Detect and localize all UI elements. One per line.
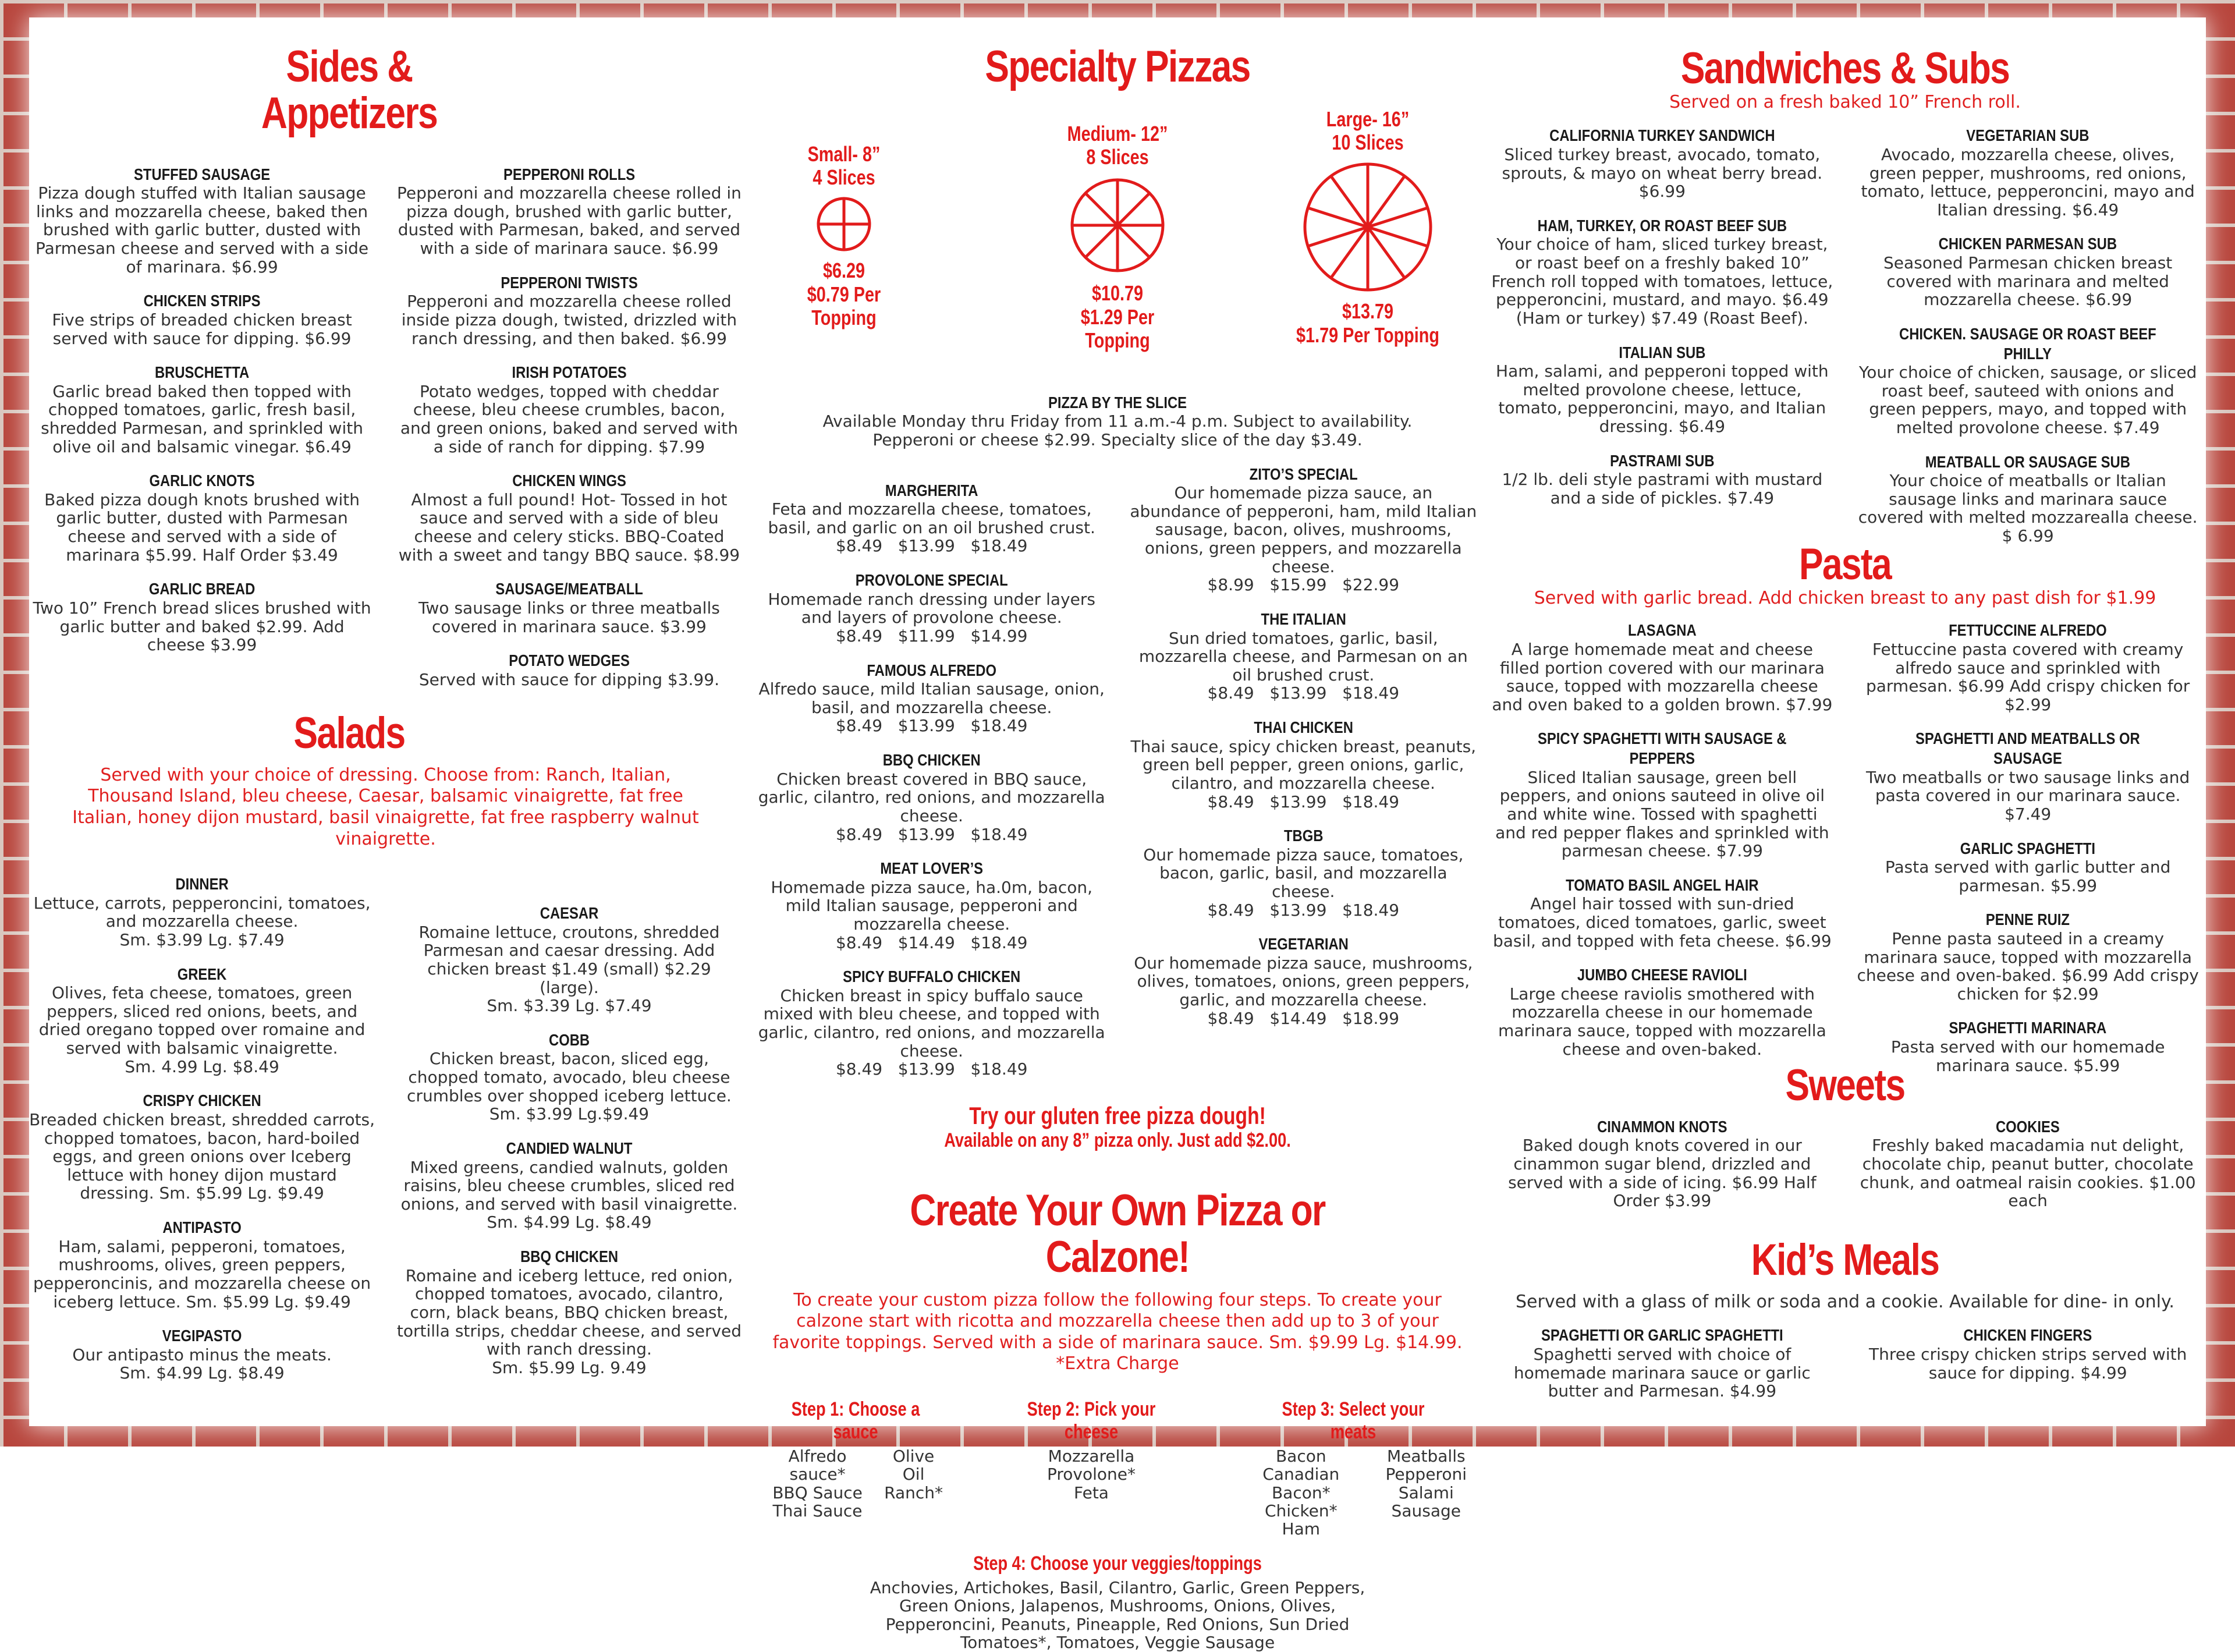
item-name: BBQ CHICKEN	[520, 1247, 618, 1266]
kids-tagline: Served with a glass of milk or soda and a cookie. Available for dine- in only.	[1516, 1291, 2174, 1312]
step2	[995, 1398, 1187, 1538]
kids-section	[1490, 1237, 2200, 1416]
step4-text: Anchovies, Artichokes, Basil, Cilantro, Garlic, Green Peppers, Green Onions, Jalapenos, Mushrooms, Onions, Olives, Pepperoncini, Peanuts, Pineapple, Red Onions, Sun Dried Tomatoes*, Tomatoes, Veggie Sausage	[870, 1577, 1365, 1652]
size-large-price: $13.79	[1342, 299, 1394, 324]
gluten-line2: Available on any 8” pizza only. Just add $2.00.	[944, 1129, 1291, 1151]
size-small	[768, 143, 920, 330]
item-desc: Chicken breast, bacon, sliced egg, chopped tomato, avocado, bleu cheese crumbles over shopped iceberg lettuce.	[407, 1049, 732, 1105]
item-desc: Ham, salami, pepperoni, tomatoes, mushrooms, olives, green peppers, pepperoncinis, and mozzarella cheese on iceberg lettuce. Sm. $5.99 Lg. $9.49	[33, 1236, 371, 1311]
item-desc: A large homemade meat and cheese filled portion covered with our marinara sauce, topped with mozzarella cheese and oven baked to a golden brown. $7.99	[1492, 639, 1833, 714]
item-desc: Potato wedges, topped with cheddar cheese, bleu cheese crumbles, bacon, and green onions, baked and served with a side of ranch for dipping. $7.99	[400, 381, 738, 456]
item-desc: Mixed greens, candied walnuts, golden raisins, bleu cheese crumbles, sliced red onions, and served with basil vinaigrette.	[400, 1157, 738, 1214]
item-desc: Your choice of meatballs or Italian sausage links and marinara sauce covered with melted mozzarealla cheese. $ 6.99	[1858, 471, 2198, 546]
gluten-line1: Try our gluten free pizza dough!	[969, 1101, 1266, 1129]
sandwiches-items	[1490, 126, 2200, 560]
pizza-by-slice-line2: Pepperoni or cheese $2.99. Specialty slice of the day $3.49.	[872, 430, 1363, 450]
item-name: TOMATO BASIL ANGEL HAIR	[1566, 875, 1759, 894]
menu-item	[396, 1247, 742, 1377]
sweets-section	[1490, 1062, 2200, 1225]
item-name: MARGHERITA	[885, 481, 978, 499]
menu-item	[757, 750, 1106, 843]
item-desc: Served with sauce for dipping $3.99.	[418, 669, 719, 689]
item-desc: Garlic bread baked then topped with chopped tomatoes, garlic, fresh basil, shredded Parmesan, and sprinkled with olive oil and balsamic vinegar. $6.49	[41, 381, 363, 456]
item-desc: Thai sauce, spicy chicken breast, peanuts, green bell pepper, green onions, garlic, cilantro, and mozzarella cheese.	[1130, 736, 1477, 793]
item-price: Sm. $3.39 Lg. $7.49	[487, 996, 652, 1016]
sandwiches-right-list	[1856, 126, 2200, 560]
menu-item	[757, 859, 1106, 952]
item-name: SPAGHETTI MARINARA	[1949, 1019, 2107, 1037]
item-name: MEATBALL OR SAUSAGE SUB	[1925, 452, 2131, 471]
size-large-label: Large- 16”	[1326, 107, 1410, 131]
item-desc: Seasoned Parmesan chicken breast covered with marinara and melted mozzarella cheese. $6.99	[1883, 253, 2173, 310]
sandwiches-tagline: Served on a fresh baked 10” French roll.	[1669, 91, 2021, 112]
item-name: BBQ CHICKEN	[882, 751, 981, 770]
item-desc: Chicken breast in spicy buffalo sauce mixed with bleu cheese, and topped with garlic, cilantro, red onions, and mozzarella cheese.	[758, 985, 1105, 1061]
step4-title: Step 4: Choose your veggies/toppings	[973, 1552, 1262, 1575]
step1-col1: Alfredo sauce* BBQ Sauce Thai Sauce	[772, 1447, 863, 1521]
item-name: PEPPERONI ROLLS	[503, 165, 636, 183]
item-desc: Baked dough knots covered in our cinammon sugar blend, drizzled and served with a side of icing. $6.99 Half Order $3.99	[1508, 1136, 1817, 1211]
item-name: GARLIC BREAD	[148, 580, 256, 598]
menu-item	[1856, 839, 2200, 895]
item-desc: Alfredo sauce, mild Italian sausage, onion, basil, and mozzarella cheese.	[758, 679, 1105, 717]
menu-item	[1490, 451, 1835, 508]
item-name: GARLIC KNOTS	[149, 472, 255, 490]
item-price: $8.49 $13.99 $18.49	[1207, 900, 1400, 920]
menu-item	[1856, 910, 2200, 1003]
menu-item	[757, 481, 1106, 555]
item-name: SPAGHETTI OR GARLIC SPAGHETTI	[1541, 1326, 1783, 1345]
item-desc: Five strips of breaded chicken breast served with sauce for dipping. $6.99	[52, 310, 352, 348]
sweets-left	[1490, 1117, 1835, 1210]
kids-left	[1490, 1325, 1835, 1400]
item-name: CHICKEN WINGS	[512, 472, 626, 490]
item-desc: Romaine and iceberg lettuce, red onion, chopped tomatoes, avocado, cilantro, corn, black beans, BBQ chicken breast, tortilla strips, cheddar cheese, and served with ranch dressing.	[396, 1265, 742, 1359]
pizza-sizes	[757, 90, 1478, 353]
step1-title: Step 1: Choose a sauce	[791, 1398, 920, 1444]
item-desc: Fettuccine pasta covered with creamy alfredo sauce and sprinkled with parmesan. $6.99 Add crispy chicken for $2.99	[1865, 639, 2190, 714]
item-name: JUMBO CHEESE RAVIOLI	[1577, 966, 1747, 984]
menu-item	[1856, 234, 2200, 309]
step2-col1: Mozzarella Provolone* Feta	[1046, 1447, 1136, 1502]
size-small-label: Small- 8”	[807, 141, 881, 166]
salads-right-list	[396, 874, 742, 1398]
item-price: $8.99 $15.99 $22.99	[1207, 575, 1400, 595]
step3	[1240, 1398, 1467, 1538]
size-medium-price: $10.79	[1091, 281, 1144, 306]
item-name: ANTIPASTO	[162, 1218, 242, 1237]
size-medium-slices: 8 Slices	[1086, 145, 1149, 169]
item-name: CHICKEN PARMESAN SUB	[1938, 235, 2117, 253]
create-steps	[757, 1398, 1478, 1538]
item-name: SPICY SPAGHETTI WITH SAUSAGE & PEPPERS	[1538, 729, 1787, 768]
sides-section	[29, 44, 742, 704]
item-desc: Pepperoni and mozzarella cheese rolled inside pizza dough, twisted, drizzled with ranch dressing, and then baked. $6.99	[401, 292, 737, 348]
item-price: $8.49 $13.99 $18.49	[835, 716, 1028, 736]
menu-item	[396, 1030, 742, 1123]
item-desc: Pepperoni and mozzarella cheese rolled in pizza dough, brushed with garlic butter, dusted with Parmesan, baked, and served with a side of marinara sauce. $6.99	[396, 183, 742, 258]
menu-item	[29, 965, 375, 1076]
sweets-title: Sweets	[1785, 1061, 1905, 1110]
menu-item	[29, 1326, 375, 1382]
pizza-by-slice-name: PIZZA BY THE SLICE	[1048, 393, 1187, 412]
menu-item	[29, 165, 375, 276]
menu-item	[29, 1091, 375, 1203]
item-desc: Angel hair tossed with sun-dried tomatoes, diced tomatoes, garlic, sweet basil, and topped with feta cheese. $6.99	[1492, 894, 1832, 951]
menu-item	[1490, 343, 1835, 436]
item-desc: Homemade ranch dressing under layers and layers of provolone cheese.	[768, 589, 1095, 628]
specialty-left-list	[757, 465, 1106, 1094]
size-small-topping: $0.79 Per Topping	[807, 282, 881, 330]
item-price: $8.49 $14.49 $18.49	[835, 933, 1028, 952]
step3-col1: Bacon Canadian Bacon* Chicken* Ham	[1262, 1447, 1340, 1539]
item-name: BRUSCHETTA	[154, 363, 250, 382]
sides-left-list	[29, 165, 375, 704]
item-name: VEGETARIAN	[1258, 935, 1349, 953]
item-desc: Almost a full pound! Hot- Tossed in hot sauce and served with a side of bleu cheese and celery sticks. BBQ-Coated with a sweet and tangy BBQ sauce. $8.99	[398, 490, 740, 565]
menu-item	[1129, 826, 1478, 919]
menu-item	[757, 967, 1106, 1079]
salads-tagline: Served with your choice of dressing. Choose from: Ranch, Italian, Thousand Island, bleu cheese, Caesar, balsamic vinaigrette, fat free Italian, honey dijon mustard, basil vinaigrette, fat free raspberry walnut vinaigrette.	[72, 764, 699, 849]
menu-item	[1129, 609, 1478, 703]
item-name: COOKIES	[1996, 1117, 2060, 1136]
size-medium-topping: $1.29 Per Topping	[1080, 304, 1155, 353]
item-price: $8.49 $13.99 $18.49	[835, 1059, 1028, 1079]
menu-item	[1490, 729, 1835, 860]
menu-item	[1490, 875, 1835, 950]
item-name: CANDIED WALNUT	[506, 1139, 633, 1157]
menu-item	[396, 579, 742, 636]
specialty-section	[757, 44, 1478, 1651]
item-price: Sm. $4.99 Lg. $8.49	[487, 1213, 652, 1232]
salads-section	[29, 710, 742, 1398]
item-price: $8.49 $13.99 $18.49	[835, 536, 1028, 556]
item-desc: Homemade pizza sauce, ha.0m, bacon, mild Italian sausage, pepperoni and mozzarella cheese.	[771, 877, 1093, 934]
item-desc: Romaine lettuce, croutons, shredded Parmesan and caesar dressing. Add chicken breast $1.49 (small) $2.29 (large).	[418, 922, 720, 997]
item-name: IRISH POTATOES	[512, 363, 627, 382]
menu-item	[1490, 126, 1835, 200]
salads-left-list	[29, 874, 375, 1398]
item-desc: Two 10” French bread slices brushed with garlic butter and baked $2.99. Add cheese $3.99	[33, 598, 371, 655]
item-name: FAMOUS ALFREDO	[867, 661, 996, 679]
menu-item	[757, 661, 1106, 735]
pizza-medium-icon	[1068, 176, 1167, 275]
specialty-title: Specialty Pizzas	[985, 42, 1250, 91]
item-price: Sm. $3.99 Lg.$9.49	[489, 1104, 650, 1124]
menu-item	[1490, 965, 1835, 1058]
size-medium-label: Medium- 12”	[1067, 121, 1168, 146]
item-name: CALIFORNIA TURKEY SANDWICH	[1549, 126, 1775, 145]
create-intro: To create your custom pizza follow the following four steps. To create your calzone start with ricotta and mozzarella cheese then add up to 3 of your favorite toppings. Served with a side of marinara sauce. Sm. $9.99 Lg. $14.99. *Extra Charge	[772, 1289, 1463, 1374]
specialty-items	[757, 465, 1478, 1094]
size-large-slices: 10 Slices	[1332, 130, 1404, 155]
create-section	[757, 1187, 1478, 1651]
menu-page	[29, 17, 2206, 1652]
menu-item	[1856, 729, 2200, 823]
item-name: CHICKEN. SAUSAGE OR ROAST BEEF PHILLY	[1899, 324, 2156, 363]
item-name: ZITO’S SPECIAL	[1249, 465, 1358, 483]
menu-item	[1490, 621, 1835, 714]
item-name: LASAGNA	[1627, 621, 1697, 640]
item-name: MEAT LOVER’S	[880, 859, 984, 878]
item-price: Sm. $4.99 Lg. $8.49	[119, 1363, 285, 1383]
pasta-title: Pasta	[1798, 540, 1892, 589]
item-name: THE ITALIAN	[1261, 609, 1346, 628]
step3-title: Step 3: Select your meats	[1282, 1398, 1425, 1444]
menu-item	[29, 874, 375, 949]
menu-item	[757, 570, 1106, 645]
item-desc: Spaghetti served with choice of homemade marinara sauce or garlic butter and Parmesan. $4.99	[1513, 1344, 1811, 1401]
step4	[757, 1552, 1478, 1651]
kids-right	[1856, 1325, 2200, 1400]
item-desc: Three crispy chicken strips served with sauce for dipping. $4.99	[1868, 1344, 2187, 1382]
item-desc: Our homemade pizza sauce, an abundance of pepperoni, ham, mild Italian sausage, bacon, olives, mushrooms, onions, green peppers, and mozzarella cheese.	[1130, 483, 1477, 576]
size-small-slices: 4 Slices	[813, 165, 875, 190]
menu-item	[396, 165, 742, 258]
item-desc: Pasta served with garlic butter and parmesan. $5.99	[1885, 857, 2171, 895]
item-price: $8.49 $13.99 $18.49	[1207, 792, 1400, 811]
item-name: COBB	[548, 1030, 590, 1049]
item-desc: Your choice of ham, sliced turkey breast, or roast beef on a freshly baked 10” French roll topped with tomatoes, lettuce, pepperoncini, mustard, and mayo. $6.49 (Ham or turkey) $7.49 (Roast Beef).	[1491, 235, 1833, 328]
menu-item	[396, 471, 742, 564]
sandwiches-section	[1490, 45, 2200, 561]
item-name: HAM, TURKEY, OR ROAST BEEF SUB	[1537, 216, 1787, 235]
kids-title: Kid’s Meals	[1751, 1235, 1939, 1285]
pizza-by-slice	[757, 393, 1478, 449]
menu-item	[1856, 324, 2200, 437]
menu-item	[396, 903, 742, 1015]
item-price: $8.49 $11.99 $14.99	[835, 626, 1028, 646]
item-desc: Lettuce, carrots, pepperoncini, tomatoes, and mozzarella cheese.	[33, 893, 371, 931]
pasta-items	[1490, 621, 2200, 1090]
item-name: THAI CHICKEN	[1254, 718, 1353, 737]
item-desc: Freshly baked macadamia nut delight, chocolate chip, peanut butter, chocolate chunk, and oatmeal raisin cookies. $1.00 each	[1860, 1136, 2196, 1211]
menu-item	[1129, 465, 1478, 594]
item-name: PENNE RUIZ	[1986, 910, 2070, 929]
item-name: PEPPERONI TWISTS	[501, 273, 638, 292]
create-title: Create Your Own Pizza or Calzone!	[910, 1186, 1325, 1282]
pasta-left-list	[1490, 621, 1835, 1090]
sandwiches-title: Sandwiches & Subs	[1680, 44, 2010, 93]
item-desc: Breaded chicken breast, shredded carrots, chopped tomatoes, bacon, hard-boiled eggs, and green onions over Iceberg lettuce with honey dijon mustard dressing. Sm. $5.99 Lg. $9.49	[29, 1109, 375, 1203]
sweets-right	[1856, 1117, 2200, 1210]
size-small-price: $6.29	[822, 258, 865, 283]
menu-item	[29, 471, 375, 564]
item-name: POTATO WEDGES	[509, 651, 630, 670]
menu-item	[29, 1218, 375, 1311]
menu-item	[396, 651, 742, 689]
item-price: $8.49 $14.49 $18.99	[1207, 1008, 1400, 1028]
size-large-topping: $1.79 Per Topping	[1296, 322, 1439, 347]
item-name: PROVOLONE SPECIAL	[855, 571, 1008, 590]
item-price: Sm. $3.99 Lg. $7.49	[119, 930, 285, 950]
pasta-section	[1490, 541, 2200, 1090]
pizza-small-icon	[815, 195, 873, 253]
step2-title: Step 2: Pick your cheese	[1027, 1398, 1156, 1444]
item-price: $8.49 $13.99 $18.49	[835, 824, 1028, 844]
item-desc: Our antipasto minus the meats.	[72, 1345, 332, 1364]
item-name: CRISPY CHICKEN	[143, 1091, 261, 1110]
item-desc: Our homemade pizza sauce, tomatoes, bacon, garlic, basil, and mozzarella cheese.	[1143, 845, 1464, 902]
item-desc: Baked pizza dough knots brushed with garlic butter, dusted with Parmesan cheese and served with a side of marinara $5.99. Half Order $3.49	[44, 490, 360, 565]
menu-item	[396, 1139, 742, 1232]
item-name: CAESAR	[540, 904, 599, 923]
gluten-free-note	[757, 1102, 1478, 1151]
item-name: SPICY BUFFALO CHICKEN	[843, 967, 1021, 986]
step1-col2: Olive Oil Ranch*	[884, 1447, 943, 1502]
sweets-items	[1490, 1117, 2200, 1225]
item-name: ITALIAN SUB	[1619, 343, 1706, 361]
pizza-large-icon	[1301, 160, 1435, 294]
pasta-tagline: Served with garlic bread. Add chicken breast to any past dish for $1.99	[1534, 587, 2156, 608]
menu-item	[29, 291, 375, 348]
item-desc: Two meatballs or two sausage links and pasta covered in our marinara sauce. $7.49	[1866, 767, 2190, 824]
item-desc: Sliced turkey breast, avocado, tomato, sprouts, & mayo on wheat berry bread. $6.99	[1502, 144, 1823, 201]
menu-item	[29, 363, 375, 456]
item-desc: Large cheese raviolis smothered with mozzarella cheese in our homemade marinara sauce, topped with mozzarella cheese and oven-baked.	[1498, 984, 1826, 1059]
item-desc: Two sausage links or three meatballs covered in marinara sauce. $3.99	[418, 598, 720, 636]
menu-item	[396, 273, 742, 348]
item-price: Sm. 4.99 Lg. $8.49	[125, 1057, 279, 1076]
menu-item	[1856, 126, 2200, 219]
salads-title: Salads	[293, 708, 405, 758]
pasta-right-list	[1856, 621, 2200, 1090]
item-name: TBGB	[1283, 827, 1324, 845]
sides-items	[29, 165, 742, 704]
size-large	[1269, 108, 1467, 347]
menu-item	[1129, 934, 1478, 1027]
item-desc: Olives, feta cheese, tomatoes, green peppers, sliced red onions, beets, and dried oregano topped over romaine and served with balsamic vinaigrette.	[38, 983, 366, 1058]
item-name: FETTUCCINE ALFREDO	[1949, 621, 2107, 640]
sandwiches-left-list	[1490, 126, 1835, 560]
item-desc: Feta and mozzarella cheese, tomatoes, basil, and garlic on an oil brushed crust.	[768, 499, 1095, 537]
item-price: Sm. $5.99 Lg. 9.49	[492, 1357, 647, 1377]
menu-item	[29, 579, 375, 654]
menu-item	[1129, 718, 1478, 811]
item-name: STUFFED SAUSAGE	[134, 165, 271, 183]
item-name: CINAMMON KNOTS	[1597, 1117, 1727, 1136]
item-desc: Sliced Italian sausage, green bell peppers, and onions sauteed in olive oil and white wine. Tossed with spaghetti and red pepper flakes and sprinkled with parmesan cheese. $7.99	[1495, 767, 1829, 861]
item-desc: Ham, salami, and pepperoni topped with melted provolone cheese, lettuce, tomato, pepperoncini, mayo, and Italian dressing. $6.49	[1496, 361, 1829, 437]
size-medium	[1030, 122, 1205, 353]
item-name: CHICKEN FINGERS	[1963, 1326, 2092, 1345]
item-desc: Pizza dough stuffed with Italian sausage links and mozzarella cheese, baked then brushed with garlic butter, dusted with Parmesan cheese and served with a side of marinara. $6.99	[36, 183, 369, 276]
menu-item	[1490, 216, 1835, 328]
item-name: VEGIPASTO	[162, 1327, 242, 1345]
item-desc: 1/2 lb. deli style pastrami with mustard and a side of pickles. $7.49	[1502, 470, 1823, 508]
step3-col2: Meatballs Pepperoni Salami Sausage	[1385, 1447, 1467, 1521]
item-name: DINNER	[175, 875, 229, 894]
item-desc: Pasta served with our homemade marinara sauce. $5.99	[1890, 1037, 2165, 1075]
item-name: GARLIC SPAGHETTI	[1960, 839, 2096, 857]
menu-item	[1856, 621, 2200, 714]
item-name: GREEK	[177, 965, 227, 983]
menu-item	[396, 363, 742, 456]
item-desc: Your choice of chicken, sausage, or sliced roast beef, sauteed with onions and green peppers, mayo, and topped with melted provolone cheese. $7.49	[1858, 363, 2197, 438]
item-price: $8.49 $13.99 $18.49	[1207, 683, 1400, 703]
kids-items	[1490, 1325, 2200, 1415]
step1	[768, 1398, 943, 1538]
item-name: SPAGHETTI AND MEATBALLS OR SAUSAGE	[1915, 729, 2140, 768]
specialty-right-list	[1129, 465, 1478, 1094]
item-name: CHICKEN STRIPS	[143, 292, 261, 310]
item-name: PASTRAMI SUB	[1610, 451, 1715, 470]
item-desc: Sun dried tomatoes, garlic, basil, mozzarella cheese, and Parmesan on an oil brushed crust.	[1138, 628, 1468, 685]
item-desc: Penne pasta sauteed in a creamy marinara sauce, topped with mozzarella cheese and oven-baked. $6.99 Add crispy chicken for $2.99	[1857, 928, 2199, 1004]
salads-items	[29, 874, 742, 1398]
item-desc: Chicken breast covered in BBQ sauce, garlic, cilantro, red onions, and mozzarella cheese.	[758, 769, 1105, 825]
pizza-by-slice-line1: Available Monday thru Friday from 11 a.m.-4 p.m. Subject to availability.	[822, 412, 1413, 431]
item-desc: Our homemade pizza sauce, mushrooms, olives, tomatoes, onions, green peppers, garlic, and mozzarella cheese.	[1134, 953, 1473, 1010]
sides-right-list	[396, 165, 742, 704]
menu-item	[1856, 452, 2200, 545]
item-name: SAUSAGE/MEATBALL	[495, 580, 643, 598]
item-desc: Avocado, mozzarella cheese, olives, green pepper, mushrooms, red onions, tomato, lettuce, pepperoncini, mayo and Italian dressing. $6.49	[1861, 144, 2195, 219]
item-name: VEGETARIAN SUB	[1966, 126, 2089, 145]
sides-title: Sides & Appetizers	[261, 42, 438, 138]
